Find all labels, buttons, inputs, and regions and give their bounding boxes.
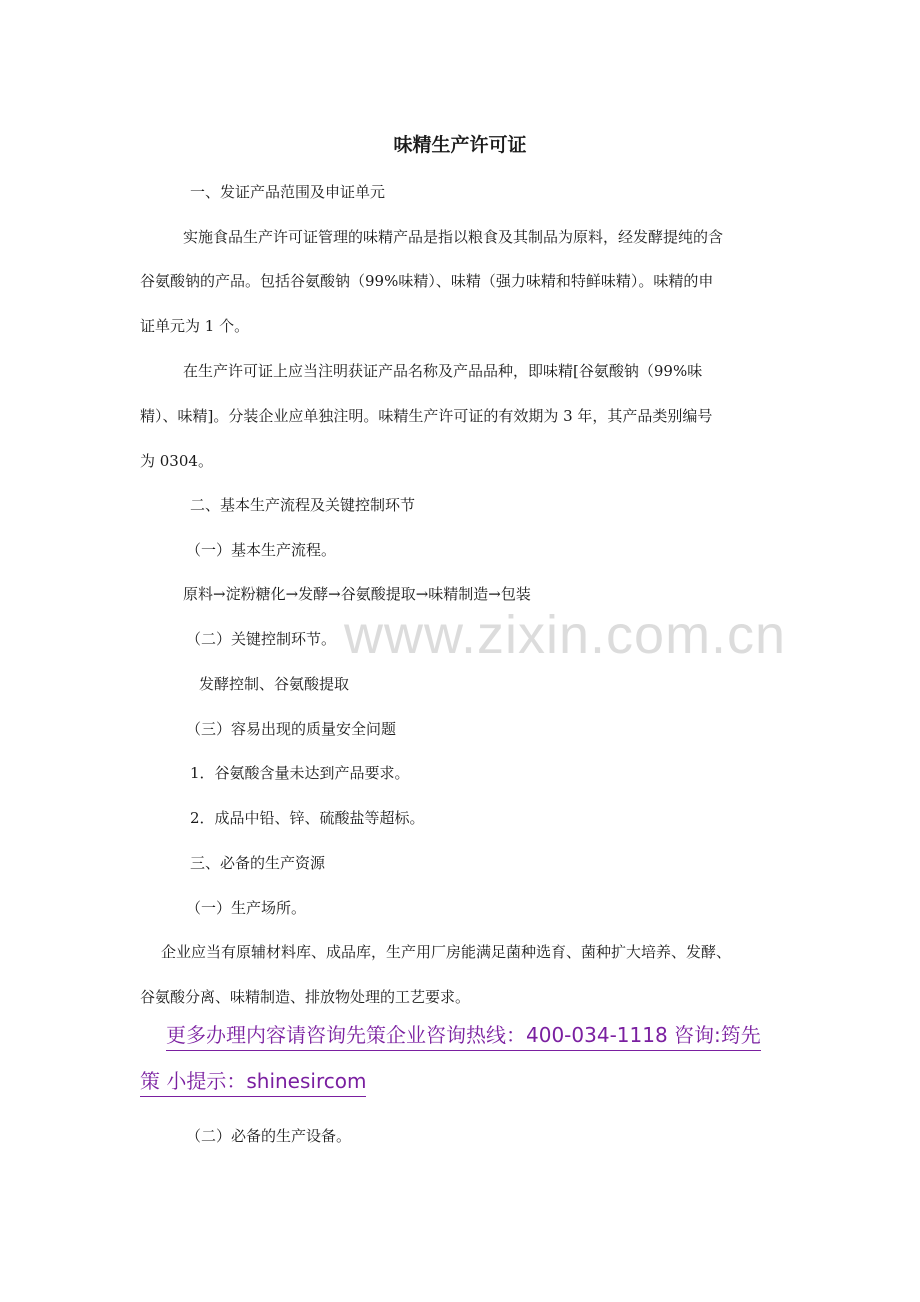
subsection-heading: （一）基本生产流程。 (186, 541, 337, 559)
section-heading: 一、发证产品范围及申证单元 (190, 183, 386, 201)
watermark-text: www.zixin.com.cn (344, 605, 787, 665)
paragraph-line: 在生产许可证上应当注明获证产品名称及产品品种，即味精[谷氨酸钠（99%味 (183, 362, 703, 380)
subsection-heading: （二）关键控制环节。 (186, 630, 337, 648)
section-heading: 二、基本生产流程及关键控制环节 (190, 496, 416, 514)
list-item: 2．成品中铅、锌、硫酸盐等超标。 (190, 809, 425, 827)
paragraph-line: 实施食品生产许可证管理的味精产品是指以粮食及其制品为原料，经发酵提纯的含 (183, 228, 724, 246)
paragraph-line: 谷氨酸分离、味精制造、排放物处理的工艺要求。 (140, 988, 471, 1006)
paragraph-line: 发酵控制、谷氨酸提取 (199, 675, 350, 693)
list-item: 1．谷氨酸含量未达到产品要求。 (190, 764, 410, 782)
paragraph-line: 精）、味精]。分装企业应单独注明。味精生产许可证的有效期为 3 年，其产品类别编号 (140, 407, 713, 425)
subsection-heading: （三）容易出现的质量安全问题 (186, 720, 397, 738)
paragraph-line: 谷氨酸钠的产品。包括谷氨酸钠（99%味精）、味精（强力味精和特鲜味精）。味精的申 (140, 272, 714, 290)
paragraph-line: 为 0304。 (140, 452, 213, 470)
subsection-heading: （一）生产场所。 (186, 899, 307, 917)
subsection-heading: （二）必备的生产设备。 (186, 1127, 352, 1145)
document-title: 味精生产许可证 (393, 134, 527, 156)
paragraph-line: 证单元为 1 个。 (140, 317, 250, 335)
promo-link-line[interactable]: 更多办理内容请咨询先策企业咨询热线：400-034-1118 咨询:筠先 (166, 1021, 761, 1051)
paragraph-line: 企业应当有原辅材料库、成品库，生产用厂房能满足菌种选育、菌种扩大培养、发酵、 (161, 943, 732, 961)
section-heading: 三、必备的生产资源 (190, 854, 326, 872)
process-flow: 原料→淀粉糖化→发酵→谷氨酸提取→味精制造→包装 (183, 585, 531, 603)
promo-link-line[interactable]: 策 小提示：shinesircom (140, 1067, 366, 1097)
